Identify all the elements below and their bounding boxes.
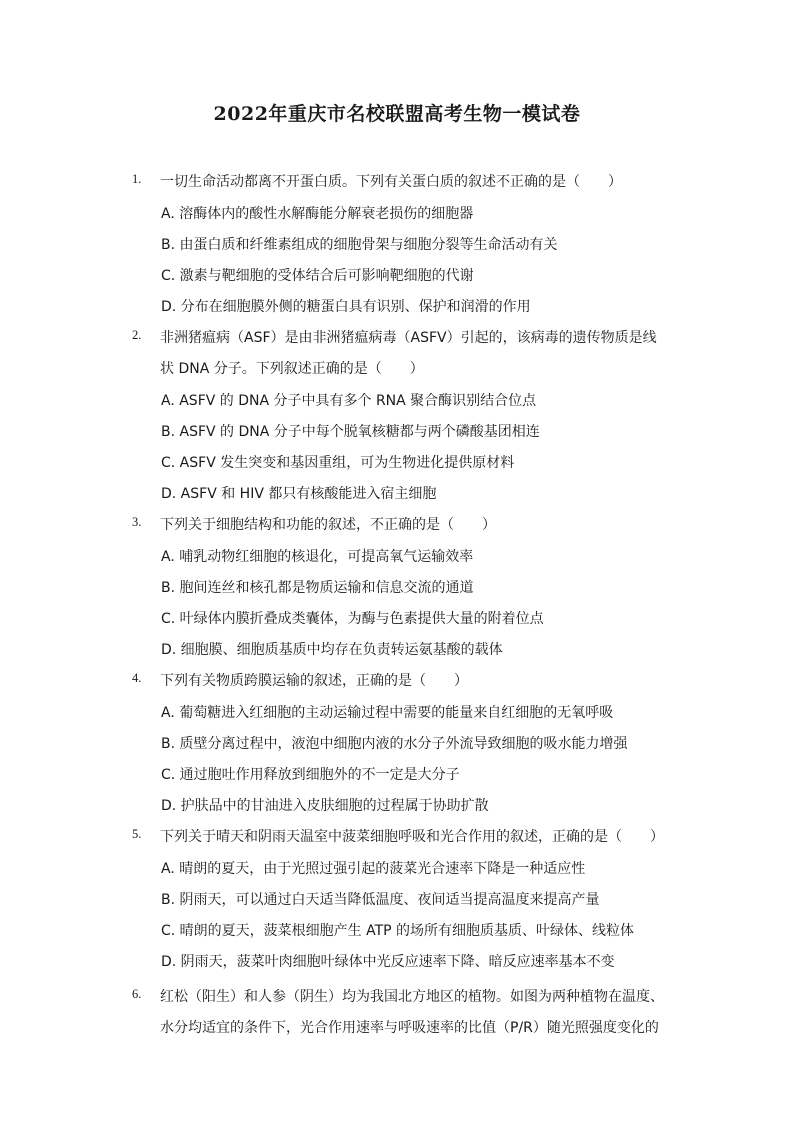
question-number: 2. — [132, 328, 142, 342]
option-c: C. ASFV 发生突变和基因重组，可为生物进化提供原材料 — [161, 455, 515, 471]
question-stem-line-1: 非洲猪瘟病（ASF）是由非洲猪瘟病毒（ASFV）引起的，该病毒的遗传物质是线 — [160, 330, 657, 346]
option-d: D. ASFV 和 HIV 都只有核酸能进入宿主细胞 — [161, 486, 437, 502]
option-a: A. ASFV 的 DNA 分子中具有多个 RNA 聚合酶识别结合位点 — [161, 393, 537, 409]
option-d: D. 细胞膜、细胞质基质中均存在负责转运氨基酸的载体 — [161, 642, 503, 658]
question-stem-line-2: 水分均适宜的条件下，光合作用速率与呼吸速率的比值（P/R）随光照强度变化的 — [160, 1020, 659, 1036]
question-number: 6. — [132, 987, 142, 1001]
question-stem: 下列关于晴天和阴雨天温室中菠菜细胞呼吸和光合作用的叙述，正确的是（ ） — [160, 829, 664, 845]
option-b: B. 质壁分离过程中，液泡中细胞内液的水分子外流导致细胞的吸水能力增强 — [161, 736, 628, 752]
question-stem-line-2: 状 DNA 分子。下列叙述正确的是（ ） — [160, 361, 424, 377]
option-a: A. 葡萄糖进入红细胞的主动运输过程中需要的能量来自红细胞的无氧呼吸 — [161, 705, 614, 721]
option-b: B. 由蛋白质和纤维素组成的细胞骨架与细胞分裂等生命活动有关 — [161, 237, 558, 253]
option-d: D. 阴雨天，菠菜叶肉细胞叶绿体中光反应速率下降、暗反应速率基本不变 — [161, 954, 615, 970]
question-stem: 一切生命活动都离不开蛋白质。下列有关蛋白质的叙述不正确的是（ ） — [160, 174, 622, 190]
option-a: A. 哺乳动物红细胞的核退化，可提高氧气运输效率 — [161, 549, 474, 565]
option-d: D. 分布在细胞膜外侧的糖蛋白具有识别、保护和润滑的作用 — [161, 299, 531, 315]
question-stem-line-1: 红松（阳生）和人参（阴生）均为我国北方地区的植物。如图为两种植物在温度、 — [160, 989, 664, 1005]
option-c: C. 通过胞吐作用释放到细胞外的不一定是大分子 — [161, 767, 460, 783]
option-a: A. 晴朗的夏天，由于光照过强引起的菠菜光合速率下降是一种适应性 — [161, 861, 586, 877]
question-stem: 下列关于细胞结构和功能的叙述，不正确的是（ ） — [160, 517, 496, 533]
page-title: 2022年重庆市名校联盟高考生物一模试卷 — [213, 103, 581, 125]
option-c: C. 激素与靶细胞的受体结合后可影响靶细胞的代谢 — [161, 268, 474, 284]
question-number: 3. — [132, 515, 142, 529]
question-number: 5. — [132, 827, 142, 841]
option-c: C. 叶绿体内膜折叠成类囊体，为酶与色素提供大量的附着位点 — [161, 611, 544, 627]
option-b: B. 阴雨天，可以通过白天适当降低温度、夜间适当提高温度来提高产量 — [161, 892, 600, 908]
option-b: B. ASFV 的 DNA 分子中每个脱氧核糖都与两个磷酸基团相连 — [161, 424, 540, 440]
option-b: B. 胞间连丝和核孔都是物质运输和信息交流的通道 — [161, 580, 474, 596]
option-a: A. 溶酶体内的酸性水解酶能分解衰老损伤的细胞器 — [161, 206, 474, 222]
question-number: 4. — [132, 671, 142, 685]
question-number: 1. — [132, 172, 142, 186]
option-c: C. 晴朗的夏天，菠菜根细胞产生 ATP 的场所有细胞质基质、叶绿体、线粒体 — [161, 923, 635, 939]
option-d: D. 护肤品中的甘油进入皮肤细胞的过程属于协助扩散 — [161, 798, 489, 814]
question-stem: 下列有关物质跨膜运输的叙述，正确的是（ ） — [160, 673, 468, 689]
